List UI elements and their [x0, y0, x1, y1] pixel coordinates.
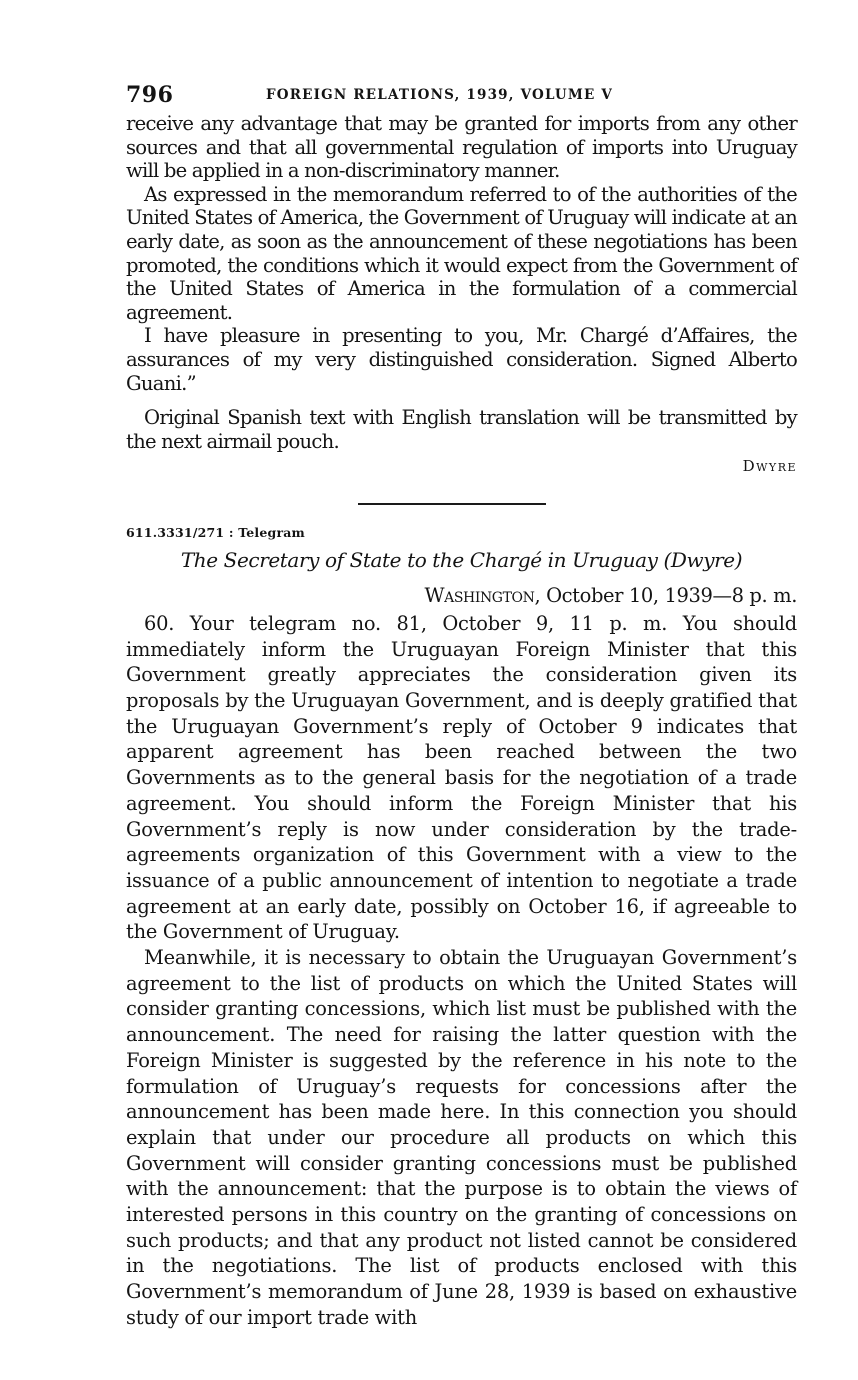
- telegram-paragraph: Meanwhile, it is necessary to obtain the Uruguayan Government’s agreement to the list of products on which the United States will consider granting concessions, which list must be published with the announcement. The need for raising the latter question with the Foreign Minister is suggested by the reference in his note to the formulation of Uruguay’s requests for concessions after the announcement has been made here. In this connection you should explain that under our procedure all products on which this Government will consider granting concessions must be published with the announcement: that the purpose is to obtain the views of interested persons in this country on the granting of concessions on such products; and that any product not listed cannot be considered in the negotiations. The list of products enclosed with this Government’s memorandum of June 28, 1939 is based on exhaustive study of our import trade with: [126, 946, 797, 1329]
- signature: Dwyre: [742, 457, 797, 476]
- running-header: [126, 82, 797, 112]
- document-title: The Secretary of State to the Chargé in Uruguay (Dwyre): [180, 547, 743, 572]
- letter-continuation: [126, 112, 797, 479]
- section-divider: [358, 503, 546, 505]
- translation-note: Original Spanish text with English translation will be transmitted by the next airmail pouch.: [126, 406, 797, 453]
- dateline-city: Washington,: [424, 583, 541, 607]
- dateline-date: October 10, 1939—8 p. m.: [546, 583, 797, 607]
- page-number: 796: [126, 82, 174, 108]
- telegram-body: [126, 611, 797, 1331]
- running-header-title: FOREIGN RELATIONS, 1939, VOLUME V: [266, 87, 614, 103]
- paragraph-continuation: receive any advantage that may be granted for imports from any other sources and that all governmental regulation of imports into Uruguay will be applied in a non-discriminatory manner.: [126, 112, 797, 183]
- dateline: [126, 584, 797, 607]
- file-reference: 611.3331/271 : Telegram: [126, 524, 305, 540]
- telegram-paragraph: 60. Your telegram no. 81, October 9, 11 p. m. You should immediately inform the Uruguayan Foreign Minister that this Government greatly appreciates the consideration given its proposals by the Uruguayan Government, and is deeply gratified that the Uruguayan Government’s reply of October 9 indicates that apparent agreement has been reached between the two Governments as to the general basis for the negotiation of a trade agreement. You should inform the Foreign Minister that his Government’s reply is now under consideration by the trade-agreements organization of this Government with a view to the issuance of a public announcement of intention to negotiate a trade agreement at an early date, possibly on October 16, if agreeable to the Government of Uruguay.: [126, 611, 797, 944]
- document-page: [126, 82, 797, 1331]
- paragraph-memorandum: As expressed in the memorandum referred to of the authorities of the United States of America, the Government of Uruguay will indicate at an early date, as soon as the announcement of these negotiations has been promoted, the conditions which it would expect from the Government of the United States of America in the formulation of a commercial agreement.: [126, 182, 797, 324]
- paragraph-closing: I have pleasure in presenting to you, Mr. Chargé d’Affaires, the assurances of my very distinguished consideration. Signed Alberto Guani.”: [126, 324, 797, 395]
